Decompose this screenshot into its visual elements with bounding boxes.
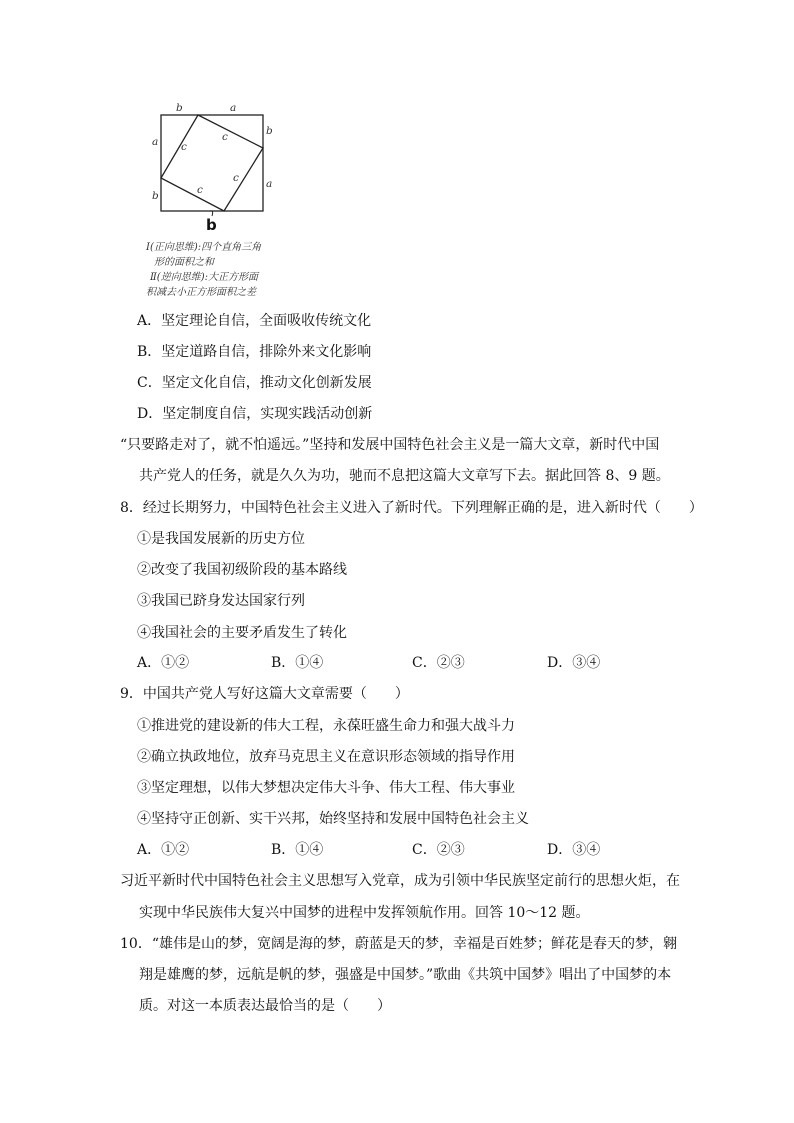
q8-option-a: A．①② — [137, 655, 190, 671]
q7-option-a: A．坚定理论自信，全面吸收传统文化 — [137, 313, 372, 329]
q9-option-c: C．②③ — [412, 842, 465, 858]
label-c-left: c — [181, 141, 187, 153]
q8-item-2: ②改变了我国初级阶段的基本路线 — [137, 562, 347, 578]
label-top-a: a — [230, 102, 237, 114]
q8-options — [137, 653, 657, 673]
label-bottom-b: b — [206, 216, 217, 234]
q7-option-c: C．坚定文化自信，推动文化创新发展 — [137, 375, 372, 391]
caption-line-1: Ⅰ(正向思维):四个直角三角 — [146, 242, 262, 253]
q9-option-d: D．③④ — [547, 842, 601, 858]
label-c-right: c — [233, 172, 239, 184]
q8-option-b: B．①④ — [271, 655, 324, 671]
q8-option-c: C．②③ — [412, 655, 465, 671]
caption-line-2: 形的面积之和 — [154, 257, 214, 268]
q8-item-4: ④我国社会的主要矛盾发生了转化 — [137, 625, 347, 641]
q8-item-3: ③我国已跻身发达国家行列 — [137, 593, 305, 609]
outer-square — [161, 115, 263, 211]
q9-options — [137, 840, 657, 860]
caption-line-4: 积减去小正方形面积之差 — [146, 287, 256, 298]
label-c-top: c — [222, 131, 228, 143]
q8-item-1: ①是我国发展新的历史方位 — [137, 531, 305, 547]
q7-option-d: D．坚定制度自信，实现实践活动创新 — [137, 406, 373, 422]
label-left-a: a — [152, 136, 159, 148]
q10-line-3: 质。对这一本质表达最恰当的是（ ） — [139, 998, 391, 1014]
q8-option-d: D．③④ — [547, 655, 601, 671]
label-left-b: b — [152, 190, 159, 202]
q9-option-b: B．①④ — [271, 842, 324, 858]
q9-item-1: ①推进党的建设新的伟大工程，永葆旺盛生命力和强大战斗力 — [137, 718, 515, 734]
q8-stem: 8．经过长期努力，中国特色社会主义进入了新时代。下列理解正确的是，进入新时代（ ） — [120, 500, 703, 516]
q7-option-b: B．坚定道路自信，排除外来文化影响 — [137, 344, 372, 360]
label-top-b: b — [176, 102, 183, 114]
intro-1-line-1: “只要路走对了，就不怕遥远。”坚持和发展中国特色社会主义是一篇大文章，新时代中国 — [120, 437, 660, 453]
pythagoras-figure — [140, 98, 290, 298]
intro-1-line-2: 共产党人的任务，就是久久为功，驰而不息把这篇大文章写下去。据此回答 8、9 题。 — [139, 468, 670, 484]
q9-item-2: ②确立执政地位，放弃马克思主义在意识形态领域的指导作用 — [137, 749, 515, 765]
q10-line-1: 10．“雄伟是山的梦，宽阔是海的梦，蔚蓝是天的梦，幸福是百姓梦；鲜花是春天的梦，翱 — [120, 936, 677, 952]
intro-2-line-1: 习近平新时代中国特色社会主义思想写入党章，成为引领中华民族坚定前行的思想火炬，在 — [120, 873, 680, 889]
inner-square — [161, 115, 263, 211]
caption-line-3: Ⅱ(逆向思维):大正方形面 — [150, 272, 258, 283]
q9-item-3: ③坚定理想，以伟大梦想决定伟大斗争、伟大工程、伟大事业 — [137, 780, 515, 796]
q9-item-4: ④坚持守正创新、实干兴邦，始终坚持和发展中国特色社会主义 — [137, 811, 529, 827]
intro-2-line-2: 实现中华民族伟大复兴中国梦的进程中发挥领航作用。回答 10～12 题。 — [139, 905, 590, 921]
label-c-bottom: c — [197, 184, 203, 196]
label-right-a: a — [266, 178, 273, 190]
q9-option-a: A．①② — [137, 842, 190, 858]
q10-line-2: 翔是雄鹰的梦，远航是帆的梦，强盛是中国梦。”歌曲《共筑中国梦》唱出了中国梦的本 — [139, 967, 672, 983]
q9-stem: 9．中国共产党人写好这篇大文章需要（ ） — [120, 686, 409, 702]
label-right-b: b — [266, 125, 273, 137]
